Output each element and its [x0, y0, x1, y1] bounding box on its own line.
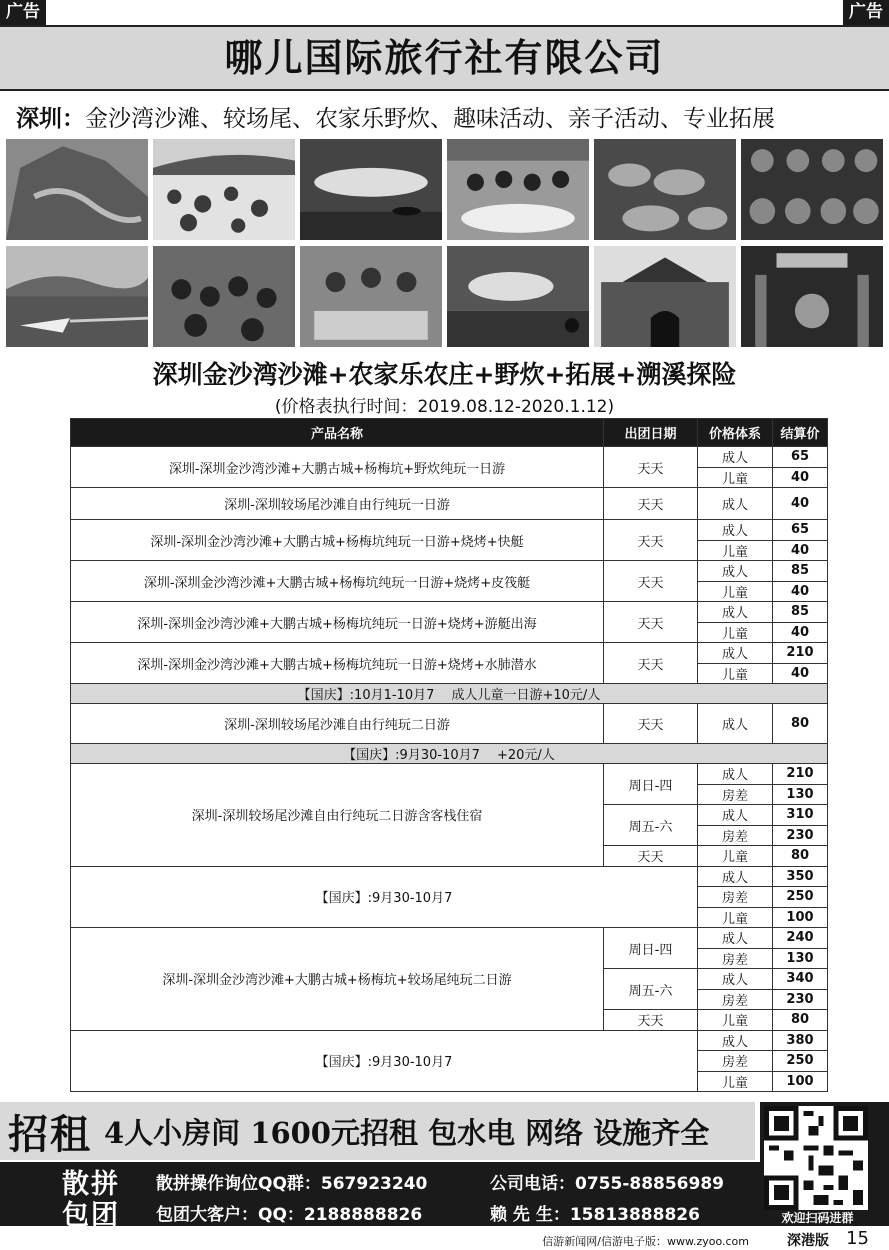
price-value: 210: [773, 643, 828, 664]
price-level: 儿童: [698, 1071, 773, 1092]
subhead-items: 金沙湾沙滩、较场尾、农家乐野炊、趣味活动、亲子活动、专业拓展: [85, 106, 775, 132]
footer-tag-group: 包团: [62, 1200, 120, 1231]
price-value: 40: [773, 488, 828, 520]
qr-caption: 欢迎扫码进群: [781, 1211, 854, 1225]
photo-grid: [6, 139, 883, 347]
ad-tag-left: 广告: [0, 0, 46, 25]
tour-date: 天天: [604, 447, 698, 488]
vip-qq-line: 包团大客户：QQ：2188888826: [156, 1205, 423, 1225]
photo-rock-carving: [6, 139, 148, 240]
tour-date: 天天: [604, 704, 698, 744]
price-value: 240: [773, 928, 828, 949]
product-name: 深圳-深圳较场尾沙滩自由行纯玩一日游: [71, 488, 604, 520]
page-number: 15: [846, 1228, 869, 1249]
table-row: [71, 764, 828, 785]
tour-date: 天天: [604, 561, 698, 602]
source-line: 信游新闻网/信游电子版：www.zyoo.com: [542, 1235, 749, 1248]
price-value: 100: [773, 1071, 828, 1092]
route-title: 深圳金沙湾沙滩+农家乐农庄+野炊+拓展+溯溪探险: [152, 360, 737, 389]
photo-farm-picnic: [300, 246, 442, 347]
price-value: 65: [773, 520, 828, 541]
price-level: 儿童: [698, 540, 773, 561]
price-level: 儿童: [698, 622, 773, 643]
rental-label: 招租: [8, 1110, 92, 1158]
price-level: 成人: [698, 969, 773, 990]
photo-temple-hall: [741, 246, 883, 347]
price-value: 350: [773, 866, 828, 887]
rental-message: 4人小房间 1600元招租 包水电 网络 设施齐全: [104, 1115, 710, 1150]
table-header: [71, 419, 828, 447]
photo-speedboat: [6, 246, 148, 347]
table-row: [71, 866, 828, 887]
tour-date: 天天: [604, 488, 698, 520]
header-level: 价格体系: [698, 419, 773, 447]
product-name: 深圳-深圳金沙湾沙滩+大鹏古城+杨梅坑纯玩一日游+烧烤+水肺潜水: [71, 643, 604, 684]
table-row: [71, 520, 828, 541]
price-table: [70, 418, 828, 1092]
price-value: 130: [773, 948, 828, 969]
header-price: 结算价: [773, 419, 828, 447]
price-value: 85: [773, 561, 828, 582]
product-name: 深圳-深圳较场尾沙滩自由行纯玩二日游含客栈住宿: [71, 764, 604, 867]
price-level: 成人: [698, 447, 773, 468]
contact-mobile-line: 赖 先 生：15813888826: [490, 1205, 700, 1225]
price-value: 40: [773, 540, 828, 561]
subhead: [16, 100, 775, 133]
header-product: 产品名称: [71, 419, 604, 447]
price-level: 儿童: [698, 581, 773, 602]
qr-code-icon[interactable]: [764, 1106, 868, 1210]
photo-old-city-gate: [594, 246, 736, 347]
ad-tag-right: 广告: [843, 0, 889, 25]
price-level: 房差: [698, 825, 773, 846]
table-row: [71, 602, 828, 623]
photo-sunset-beach: [447, 246, 589, 347]
price-level: 房差: [698, 948, 773, 969]
product-name: 深圳-深圳金沙湾沙滩+大鹏古城+杨梅坑纯玩一日游+烧烤+快艇: [71, 520, 604, 561]
price-value: 40: [773, 467, 828, 488]
tour-date: 天天: [604, 602, 698, 643]
qq-group-line: 散拼操作询位QQ群：567923240: [156, 1174, 428, 1194]
price-value: 250: [773, 1051, 828, 1072]
price-value: 380: [773, 1030, 828, 1051]
tour-date: 周五-六: [604, 805, 698, 846]
photo-skewers: [741, 139, 883, 240]
holiday-band: [71, 684, 828, 704]
price-level: 成人: [698, 928, 773, 949]
header-date: 出团日期: [604, 419, 698, 447]
price-level: 成人: [698, 561, 773, 582]
price-level: 儿童: [698, 663, 773, 684]
page-footer: [0, 1228, 889, 1250]
holiday-product: 【国庆】:9月30-10月7: [71, 1030, 698, 1092]
product-name: 深圳-深圳金沙湾沙滩+大鹏古城+杨梅坑+野炊纯玩一日游: [71, 447, 604, 488]
price-level: 房差: [698, 887, 773, 908]
price-value: 230: [773, 989, 828, 1010]
price-level: 成人: [698, 488, 773, 520]
tour-date: 周日-四: [604, 928, 698, 969]
subhead-city: 深圳：: [16, 106, 85, 132]
product-name: 深圳-深圳金沙湾沙滩+大鹏古城+杨梅坑+较场尾纯玩二日游: [71, 928, 604, 1031]
table-row: [71, 447, 828, 468]
price-level: 儿童: [698, 467, 773, 488]
price-level: 成人: [698, 704, 773, 744]
photo-beach-tents: [153, 139, 295, 240]
tour-date: 天天: [604, 520, 698, 561]
table-row: [71, 1030, 828, 1051]
edition-label: 深港版: [787, 1233, 829, 1249]
tour-date: 周五-六: [604, 969, 698, 1010]
price-value: 210: [773, 764, 828, 785]
product-name: 深圳-深圳金沙湾沙滩+大鹏古城+杨梅坑纯玩一日游+烧烤+游艇出海: [71, 602, 604, 643]
price-value: 250: [773, 887, 828, 908]
company-phone-line: 公司电话：0755-88856989: [490, 1174, 724, 1194]
holiday-note: 【国庆】:9月30-10月7 +20元/人: [71, 744, 828, 764]
price-value: 65: [773, 447, 828, 468]
price-level: 成人: [698, 764, 773, 785]
table-row: [71, 561, 828, 582]
tour-date: 周日-四: [604, 764, 698, 805]
company-title: 哪儿国际旅行社有限公司: [0, 25, 889, 91]
holiday-product: 【国庆】:9月30-10月7: [71, 866, 698, 928]
price-value: 80: [773, 846, 828, 867]
holiday-note: 【国庆】:10月1-10月7 成人儿童一日游+10元/人: [71, 684, 828, 704]
product-name: 深圳-深圳金沙湾沙滩+大鹏古城+杨梅坑纯玩一日游+烧烤+皮筏艇: [71, 561, 604, 602]
price-value: 130: [773, 784, 828, 805]
price-level: 成人: [698, 520, 773, 541]
qr-block: [760, 1102, 889, 1226]
tour-date: 天天: [604, 643, 698, 684]
product-name: 深圳-深圳较场尾沙滩自由行纯玩二日游: [71, 704, 604, 744]
price-level: 房差: [698, 989, 773, 1010]
price-value: 40: [773, 581, 828, 602]
table-row: [71, 488, 828, 520]
photo-bbq-grill: [594, 139, 736, 240]
footer-tag-pooled: 散拼: [62, 1169, 120, 1200]
holiday-band: [71, 744, 828, 764]
price-level: 成人: [698, 602, 773, 623]
table-row: [71, 704, 828, 744]
price-value: 100: [773, 907, 828, 928]
validity-period: (价格表执行时间：2019.08.12-2020.1.12): [274, 397, 615, 417]
price-level: 房差: [698, 1051, 773, 1072]
price-value: 340: [773, 969, 828, 990]
price-value: 80: [773, 704, 828, 744]
price-level: 成人: [698, 643, 773, 664]
price-value: 310: [773, 805, 828, 826]
price-level: 房差: [698, 784, 773, 805]
price-value: 80: [773, 1010, 828, 1031]
photo-team-expedition: [153, 246, 295, 347]
price-value: 230: [773, 825, 828, 846]
price-value: 40: [773, 622, 828, 643]
contact-footer: [0, 1162, 760, 1231]
photo-group-dinner: [447, 139, 589, 240]
tour-date: 天天: [604, 1010, 698, 1031]
tour-date: 天天: [604, 846, 698, 867]
price-value: 40: [773, 663, 828, 684]
price-level: 儿童: [698, 907, 773, 928]
price-level: 儿童: [698, 1010, 773, 1031]
table-row: [71, 643, 828, 664]
price-value: 85: [773, 602, 828, 623]
price-level: 成人: [698, 866, 773, 887]
price-level: 儿童: [698, 846, 773, 867]
price-level: 成人: [698, 1030, 773, 1051]
rental-banner: [0, 1102, 755, 1160]
price-level: 成人: [698, 805, 773, 826]
table-row: [71, 928, 828, 949]
photo-sea-island: [300, 139, 442, 240]
